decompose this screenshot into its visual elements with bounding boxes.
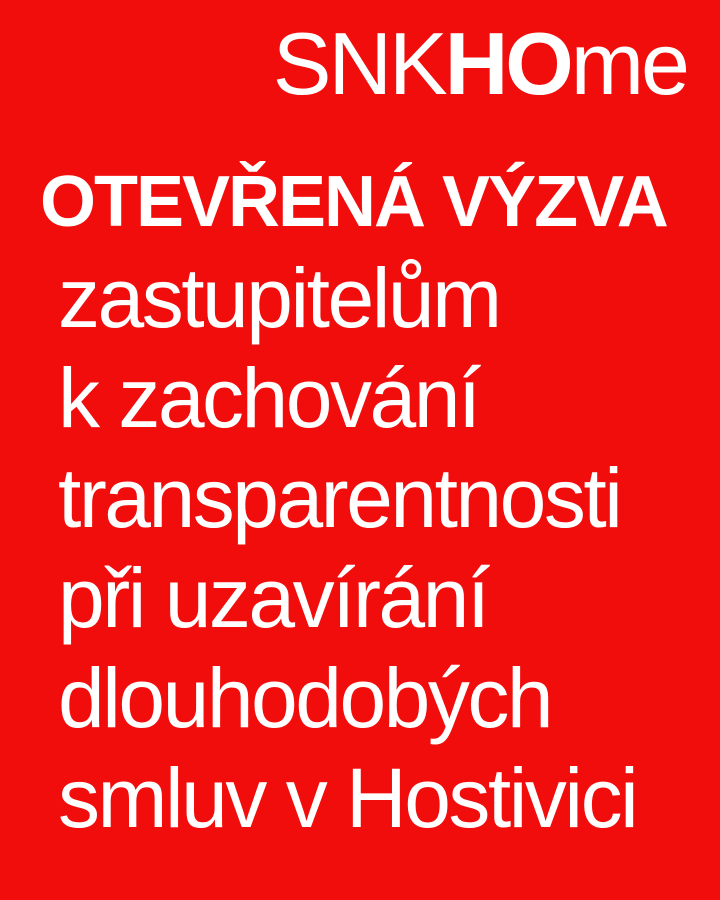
- body-line-1: zastupitelům: [58, 251, 500, 345]
- body-line-5: dlouhodobých: [58, 651, 552, 745]
- body-text: [58, 248, 636, 848]
- logo-text-me: me: [570, 14, 687, 113]
- logo: [272, 14, 687, 113]
- logo-text-snk: SNK: [272, 14, 445, 113]
- body-line-4: při uzavírání: [58, 551, 488, 645]
- logo-text-ho: HO: [444, 14, 571, 113]
- body-line-6: smluv v Hostivici: [58, 751, 637, 845]
- body-line-3: transparentnosti: [58, 451, 621, 545]
- headline: OTEVŘENÁ VÝZVA: [40, 162, 667, 242]
- body-line-2: k zachování: [58, 351, 479, 445]
